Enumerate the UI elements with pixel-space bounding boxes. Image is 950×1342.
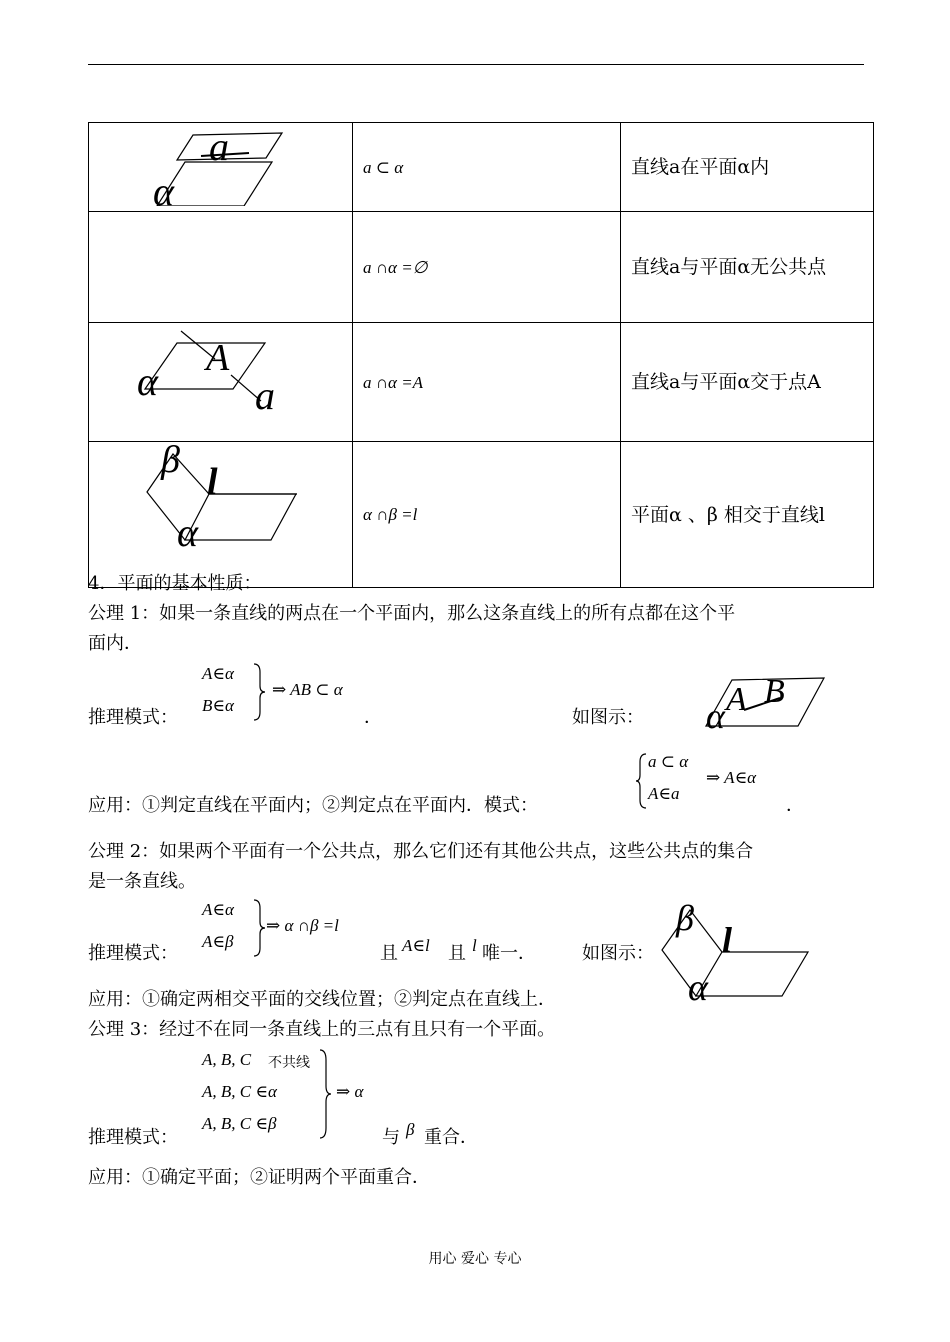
axiom2-figure-caption: 如图示：: [582, 943, 654, 964]
axiom2-tail-1: 且: [380, 943, 398, 964]
table-row: [89, 442, 874, 588]
axiom2-reasoning-label: 推理模式：: [88, 943, 178, 964]
axiom2-statement-line1: 公理 2：如果两个平面有一个公共点，那么它们还有其他公共点，这些公共点的集合: [88, 841, 754, 862]
point-label-B: B: [764, 673, 785, 710]
axiom1-statement-line2: 面内．: [88, 633, 142, 654]
axiom3-brace: [318, 1048, 332, 1140]
description-text: 直线a与平面α交于点A: [631, 371, 821, 393]
point-label-A: A: [726, 681, 747, 718]
description-text: 平面α 、β 相交于直线l: [631, 503, 825, 526]
description-text: 直线a在平面α内: [631, 156, 770, 178]
axiom1-figure-caption: 如图示：: [572, 707, 644, 728]
description-cell: [621, 442, 874, 588]
line-label-a: a: [255, 373, 275, 418]
axiom1-mode-period: ．: [786, 795, 804, 816]
description-text: 直线a与平面α无公共点: [631, 256, 827, 278]
axiom1-premise1: A∈α: [202, 664, 234, 683]
axiom3-conclusion: ⇒ α: [336, 1082, 364, 1101]
axiom1-mode-brace: [636, 752, 648, 810]
plane-label-alpha: α: [706, 696, 725, 732]
axiom2-brace: [252, 898, 266, 958]
axiom1-mode-premise1: a ⊂ α: [648, 752, 689, 771]
figure-line-intersect-plane: [89, 323, 353, 442]
page-footer: 用心 爱心 专心: [428, 1251, 522, 1267]
line-intersect-plane-diagram: [89, 323, 353, 436]
axiom2-premise2: A∈β: [202, 932, 234, 951]
axiom3-premise1-note: 不共线: [268, 1056, 310, 1071]
notation-text: α ∩β =l: [363, 505, 418, 524]
axiom1-premise2: B∈α: [202, 696, 234, 715]
axiom2-tail-point: A∈l: [402, 936, 430, 955]
line-in-plane-diagram: [89, 123, 353, 206]
description-cell: [621, 123, 874, 212]
figure-line-parallel-plane: [89, 212, 353, 323]
axiom3-reasoning-label: 推理模式：: [88, 1127, 178, 1148]
axiom3-premise2: A, B, C ∈α: [202, 1082, 277, 1101]
axiom3-application: 应用：①确定平面；②证明两个平面重合．: [88, 1167, 430, 1188]
notation-cell: [353, 323, 621, 442]
description-cell: [621, 212, 874, 323]
notation-cell: [353, 123, 621, 212]
axiom3-premise3: A, B, C ∈β: [202, 1114, 277, 1133]
table-row: [89, 212, 874, 323]
axiom3-premise1: A, B, C: [202, 1050, 252, 1069]
axiom1-application: 应用：①判定直线在平面内；②判定点在平面内．模式：: [88, 795, 538, 816]
planes-intersect-diagram: [89, 442, 353, 582]
axiom2-conclusion: ⇒ α ∩β =l: [266, 916, 339, 935]
figure-planes-intersect: [89, 442, 353, 588]
axiom1-brace: [252, 662, 266, 722]
position-relation-table: [88, 122, 874, 588]
line-label-l: l: [207, 461, 218, 503]
axiom1-mode-conclusion: ⇒ A∈α: [706, 768, 757, 787]
plane-label-alpha: α: [688, 967, 708, 1004]
axiom1-figure: [700, 670, 830, 732]
notation-cell: [353, 442, 621, 588]
axiom2-figure: [658, 900, 812, 1004]
axiom1-statement-line1: 公理 1：如果一条直线的两点在一个平面内，那么这条直线上的所有点都在这个平: [88, 603, 736, 624]
axiom1-conclusion: ⇒ AB ⊂ α: [272, 680, 343, 699]
axiom2-tail-line: l: [472, 936, 477, 955]
figure-line-in-plane: [89, 123, 353, 212]
table-row: [89, 123, 874, 212]
axiom1-mode-premise2: A∈a: [648, 784, 680, 803]
notation-cell: [353, 212, 621, 323]
description-cell: [621, 323, 874, 442]
axiom2-tail-2: 且: [448, 943, 466, 964]
axiom2-statement-line2: 是一条直线。: [88, 871, 196, 892]
axiom3-statement: 公理 3：经过不在同一条直线上的三点有且只有一个平面。: [88, 1019, 556, 1040]
table-row: [89, 323, 874, 442]
header-rule: [88, 64, 864, 65]
point-label-A: A: [206, 337, 230, 379]
axiom2-application: 应用：①确定两相交平面的交线位置；②判定点在直线上．: [88, 989, 556, 1010]
notation-text: a ⊂ α: [363, 157, 404, 177]
plane-label-alpha: α: [177, 510, 198, 555]
axiom2-premise1: A∈α: [202, 900, 234, 919]
axiom1-period: ．: [364, 707, 382, 728]
axiom1-reasoning-label: 推理模式：: [88, 707, 178, 728]
line-label-l: l: [722, 920, 733, 960]
axiom3-tail-2: 重合．: [424, 1127, 478, 1148]
axiom3-tail-1: 与: [382, 1127, 400, 1148]
plane-label-beta: β: [161, 442, 180, 481]
notation-text: a ∩α =A: [363, 372, 424, 392]
plane-label-alpha: α: [137, 359, 158, 404]
section-title: 4．平面的基本性质：: [88, 573, 262, 594]
line-label-a: a: [209, 124, 229, 169]
notation-text: a ∩α =∅: [363, 257, 428, 277]
axiom2-tail-3: 唯一．: [482, 943, 536, 964]
plane-label-alpha: α: [153, 169, 174, 206]
axiom3-tail-beta: β: [406, 1120, 415, 1139]
plane-label-beta: β: [676, 900, 694, 938]
